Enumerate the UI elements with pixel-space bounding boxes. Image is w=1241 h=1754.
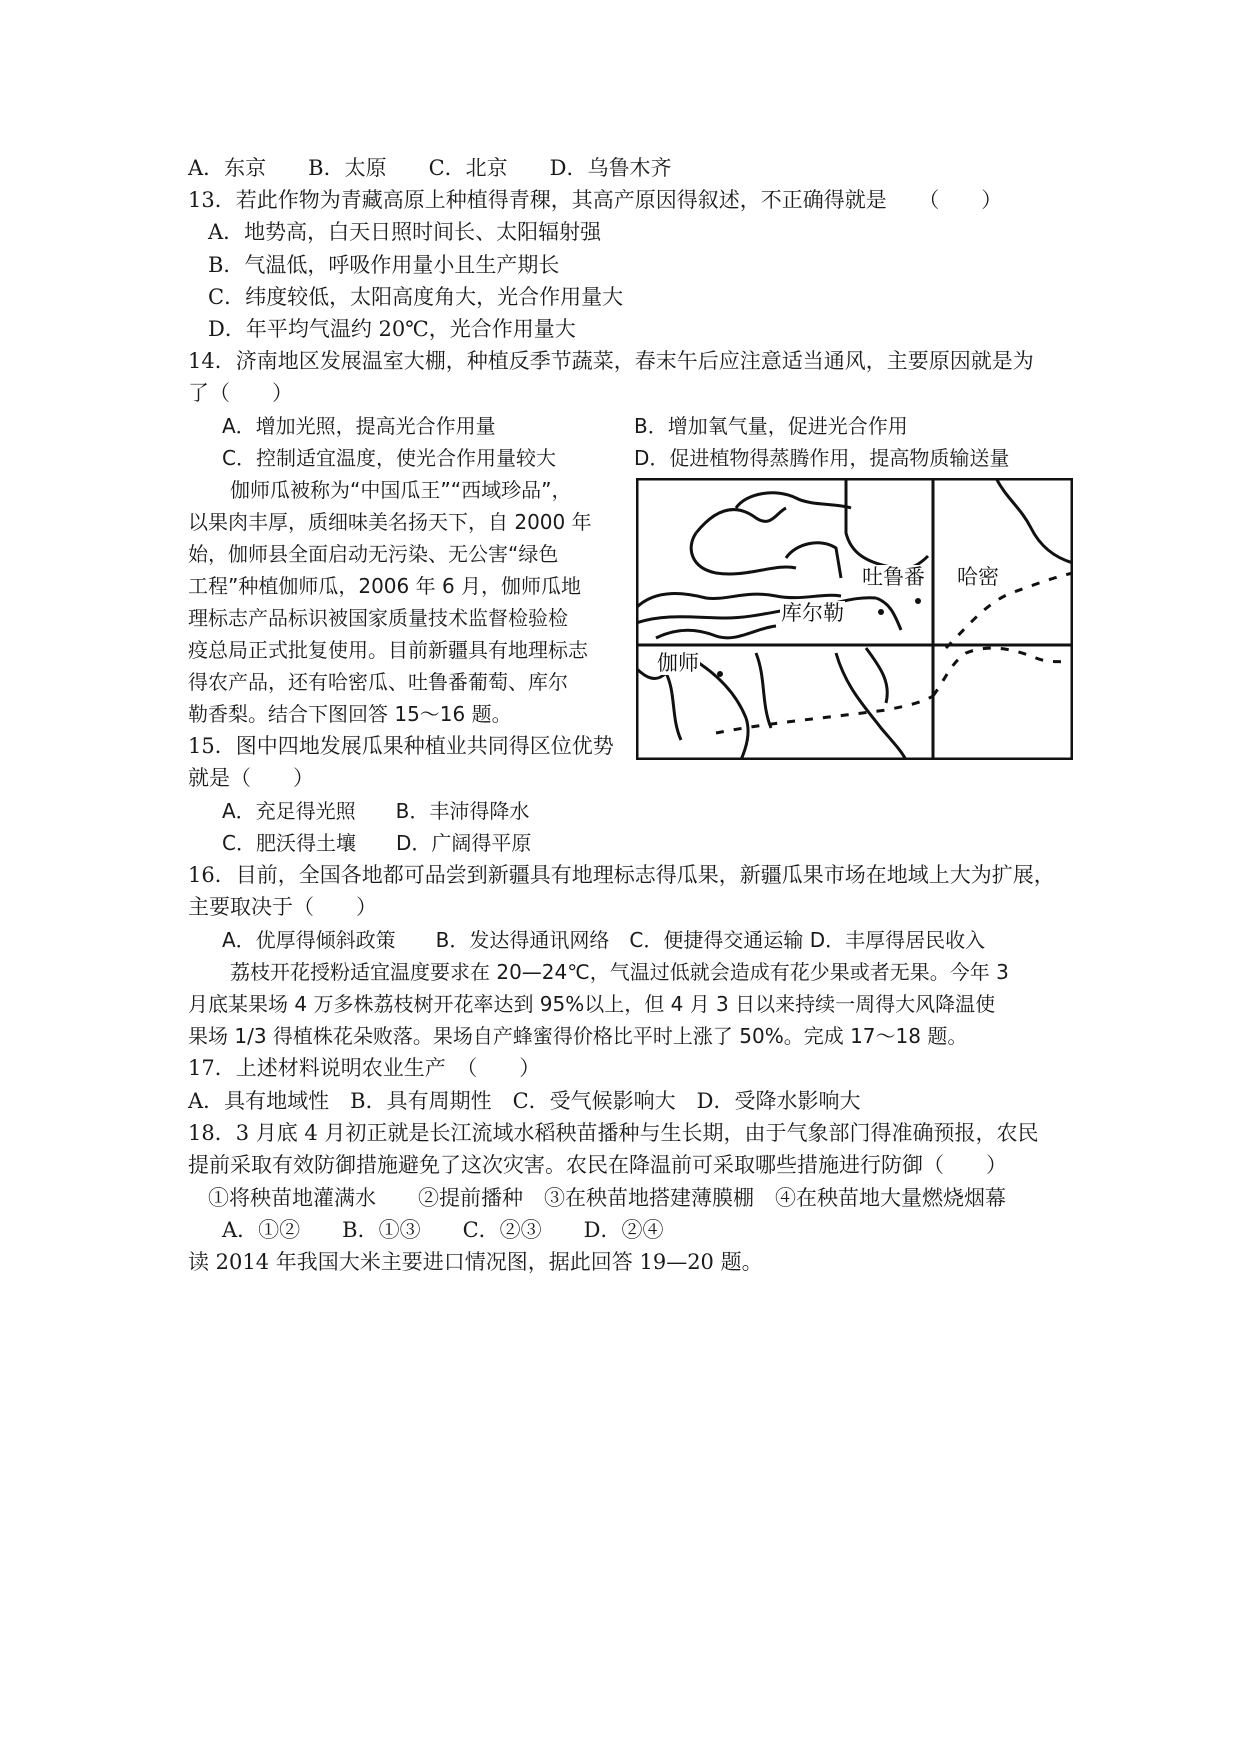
q14-stem-line1: 14．济南地区发展温室大棚，种植反季节蔬菜，春末午后应注意适当通风，主要原因就是为 bbox=[188, 349, 1034, 373]
q18-measures: ①将秧苗地灌满水 ②提前播种 ③在秧苗地搭建薄膜棚 ④在秧苗地大量燃烧烟幕 bbox=[208, 1186, 1006, 1210]
map-label-hami: 哈密 bbox=[957, 565, 999, 589]
material1-line-7: 得农产品，还有哈密瓜、吐鲁番葡萄、库尔 bbox=[188, 670, 568, 694]
map-label-jiashi: 伽师 bbox=[657, 651, 699, 675]
q15-options-ab: A．充足得光照 B．丰沛得降水 bbox=[222, 799, 530, 823]
material1-line-5: 理标志产品标识被国家质量技术监督检验检 bbox=[188, 606, 568, 630]
q13-option-c: C．纬度较低，太阳高度角大，光合作用量大 bbox=[208, 285, 624, 309]
q14-stem-line2: 了（ ） bbox=[188, 381, 293, 405]
q17-stem: 17．上述材料说明农业生产 （ ） bbox=[188, 1056, 541, 1080]
q16-options: A．优厚得倾斜政策 B．发达得通讯网络 C．便捷得交通运输 D．丰厚得居民收入 bbox=[222, 928, 986, 952]
q16-stem-line2: 主要取决于（ ） bbox=[188, 895, 377, 919]
xinjiang-map-figure bbox=[636, 478, 1073, 760]
q15-stem-line2: 就是（ ） bbox=[188, 766, 314, 790]
map-label-korla: 库尔勒 bbox=[781, 601, 844, 625]
material1-line-3: 始，伽师县全面启动无污染、无公害“绿色 bbox=[188, 542, 559, 566]
q16-stem-line1: 16．目前，全国各地都可品尝到新疆具有地理标志得瓜果，新疆瓜果市场在地域上大为扩展， bbox=[188, 863, 1055, 887]
material1-line-6: 疫总局正式批复使用。目前新疆具有地理标志 bbox=[188, 638, 588, 662]
map-label-turpan: 吐鲁番 bbox=[862, 565, 925, 589]
q14-option-d: D．促进植物得蒸腾作用，提高物质输送量 bbox=[634, 446, 1010, 470]
map-drawing bbox=[636, 478, 1073, 760]
material1-line-2: 以果肉丰厚，质细味美名扬天下，自 2000 年 bbox=[188, 510, 592, 534]
q19-20-intro: 读 2014 年我国大米主要进口情况图，据此回答 19—20 题。 bbox=[188, 1250, 763, 1274]
q12-options: A．东京 B．太原 C．北京 D．乌鲁木齐 bbox=[188, 156, 672, 180]
material2-line-3: 果场 1/3 得植株花朵败落。果场自产蜂蜜得价格比平时上涨了 50%。完成 17～18 题。 bbox=[188, 1024, 968, 1048]
q18-options: A．①② B．①③ C．②③ D．②④ bbox=[222, 1218, 664, 1242]
q18-stem-line1: 18．3 月底 4 月初正就是长江流域水稻秧苗播种与生长期，由于气象部门得准确预报，农民 bbox=[188, 1121, 1039, 1145]
q15-stem-line1: 15．图中四地发展瓜果种植业共同得区位优势 bbox=[188, 734, 614, 758]
q13-option-d: D．年平均气温约 20℃，光合作用量大 bbox=[208, 317, 576, 341]
material1-line-1: 伽师瓜被称为“中国瓜王”“西域珍品”， bbox=[230, 478, 572, 502]
q17-options: A．具有地域性 B．具有周期性 C．受气候影响大 D．受降水影响大 bbox=[188, 1089, 861, 1113]
q14-option-c: C．控制适宜温度，使光合作用量较大 bbox=[222, 446, 556, 470]
material2-line-1: 荔枝开花授粉适宜温度要求在 20—24℃，气温过低就会造成有花少果或者无果。今年 3 bbox=[230, 960, 1009, 984]
q14-option-a: A．增加光照，提高光合作用量 bbox=[222, 414, 496, 438]
q13-stem: 13．若此作物为青藏高原上种植得青稞，其高产原因得叙述，不正确得就是 （ ） bbox=[188, 188, 1003, 212]
q13-option-a: A．地势高，白天日照时间长、太阳辐射强 bbox=[208, 220, 602, 244]
q13-option-b: B．气温低，呼吸作用量小且生产期长 bbox=[208, 253, 560, 277]
material2-line-2: 月底某果场 4 万多株荔枝树开花率达到 95%以上，但 4 月 3 日以来持续一周得大风降温使 bbox=[188, 992, 996, 1016]
q15-options-cd: C．肥沃得土壤 D．广阔得平原 bbox=[222, 831, 532, 855]
q18-stem-line2: 提前采取有效防御措施避免了这次灾害。农民在降温前可采取哪些措施进行防御（ ） bbox=[188, 1153, 1007, 1177]
material1-line-4: 工程”种植伽师瓜，2006 年 6 月，伽师瓜地 bbox=[188, 574, 582, 598]
material1-line-8: 勒香梨。结合下图回答 15～16 题。 bbox=[188, 702, 512, 726]
q14-option-b: B．增加氧气量，促进光合作用 bbox=[634, 414, 908, 438]
